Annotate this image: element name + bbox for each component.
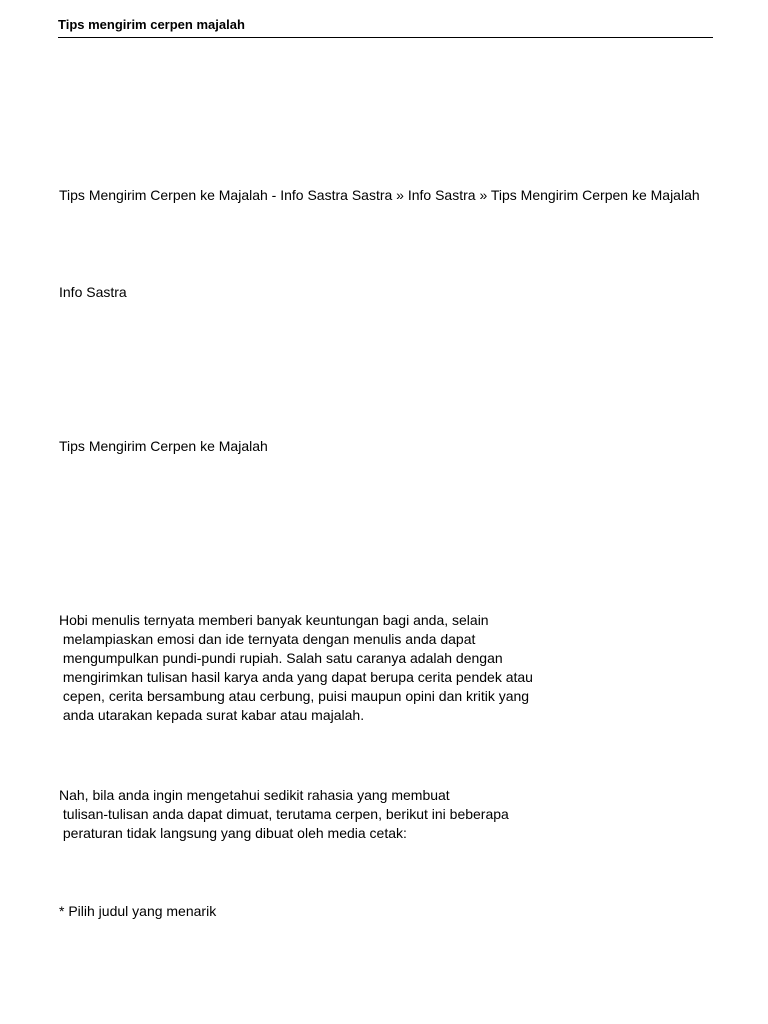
paragraph-line: anda utarakan kepada surat kabar atau majalah. <box>59 707 365 723</box>
paragraph-intro <box>59 611 533 725</box>
paragraph-line: Hobi menulis ternyata memberi banyak keuntungan bagi anda, selain <box>59 612 489 628</box>
paragraph-line: melampiaskan emosi dan ide ternyata dengan menulis anda dapat <box>59 631 476 647</box>
paragraph-line: tulisan-tulisan anda dapat dimuat, terutama cerpen, berikut ini beberapa <box>59 806 509 822</box>
paragraph-line: peraturan tidak langsung yang dibuat oleh media cetak: <box>59 825 407 841</box>
bullet-item: * Pilih judul yang menarik <box>59 903 217 919</box>
page-header-title: Tips mengirim cerpen majalah <box>58 17 245 32</box>
category-label: Info Sastra <box>59 284 127 300</box>
paragraph-line: cepen, cerita bersambung atau cerbung, puisi maupun opini dan kritik yang <box>59 688 530 704</box>
page-header <box>58 15 713 38</box>
article-title: Tips Mengirim Cerpen ke Majalah <box>59 438 268 454</box>
paragraph-line: mengumpulkan pundi-pundi rupiah. Salah satu caranya adalah dengan <box>59 650 503 666</box>
paragraph-line: Nah, bila anda ingin mengetahui sedikit rahasia yang membuat <box>59 787 450 803</box>
breadcrumb: Tips Mengirim Cerpen ke Majalah - Info Sastra Sastra » Info Sastra » Tips Mengirim Cerpen ke Majalah <box>59 187 700 203</box>
paragraph-line: mengirimkan tulisan hasil karya anda yang dapat berupa cerita pendek atau <box>59 669 533 685</box>
paragraph-rules-intro <box>59 786 509 843</box>
